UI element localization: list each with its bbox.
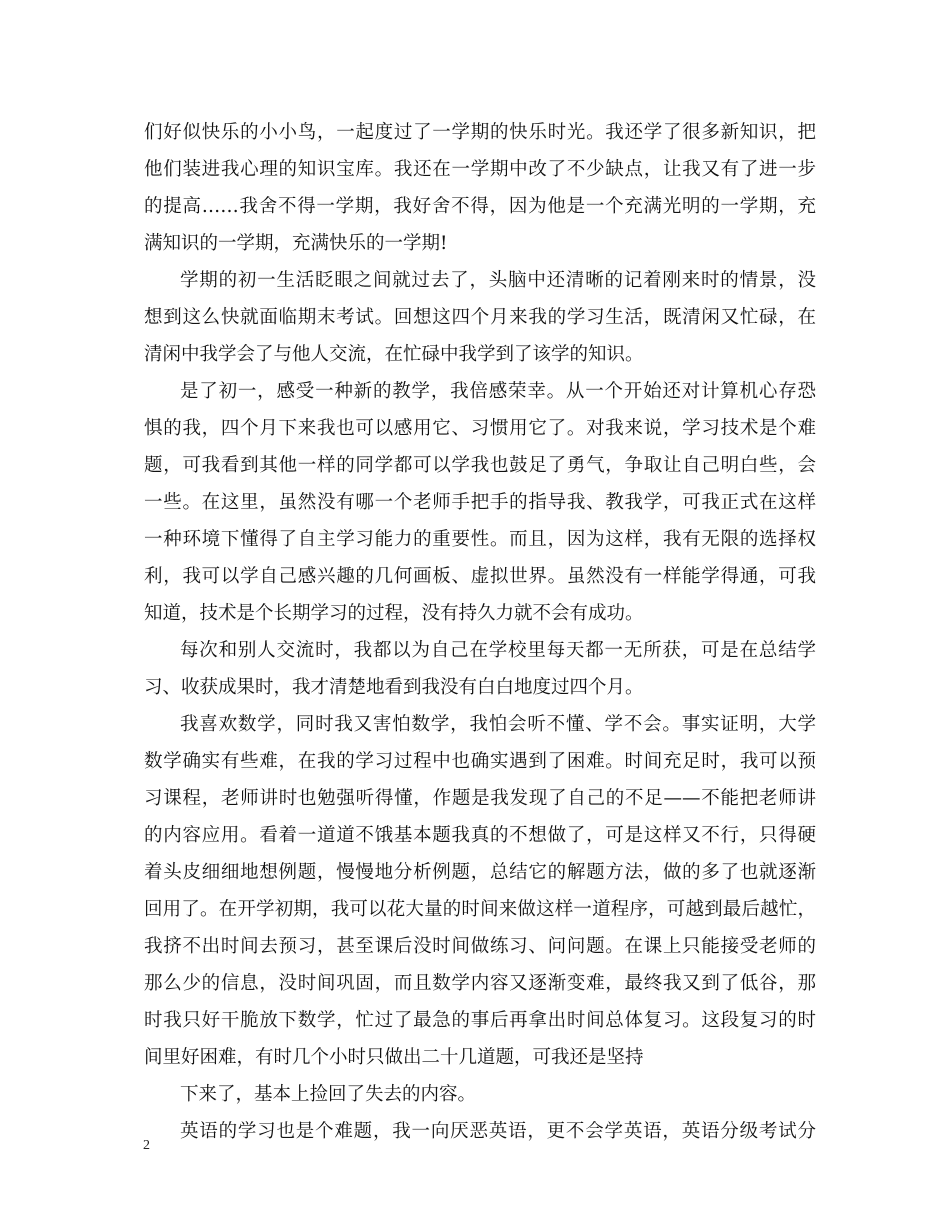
text-line: 一种环境下懂得了自主学习能力的重要性。而且，因为这样，我有无限的选择权 xyxy=(144,529,816,550)
text-line: 间里好困难，有时几个小时只做出二十几道题，可我还是坚持 xyxy=(144,1047,644,1068)
page-number: 2 xyxy=(143,1138,150,1153)
text-line: 一些。在这里，虽然没有哪一个老师手把手的指导我、教我学，可我正式在这样 xyxy=(144,492,816,513)
text-line: 着头皮细细地想例题，慢慢地分析例题，总结它的解题方法，做的多了也就逐渐 xyxy=(144,862,816,883)
text-line: 那么少的信息，没时间巩固，而且数学内容又逐渐变难，最终我又到了低谷，那 xyxy=(144,973,816,994)
body-text xyxy=(144,114,816,1150)
paragraph xyxy=(144,373,816,632)
text-line: 想到这么快就面临期末考试。回想这四个月来我的学习生活，既清闲又忙碌，在 xyxy=(144,307,816,328)
text-line: 回用了。在开学初期，我可以花大量的时间来做这样一道程序，可越到最后越忙， xyxy=(144,899,816,920)
text-line: 利，我可以学自己感兴趣的几何画板、虚拟世界。虽然没有一样能学得通，可我 xyxy=(144,566,816,587)
paragraph xyxy=(144,706,816,1076)
text-line: 题，可我看到其他一样的同学都可以学我也鼓足了勇气，争取让自己明白些，会 xyxy=(144,455,816,476)
paragraph xyxy=(144,632,816,706)
text-line: 英语的学习也是个难题，我一向厌恶英语，更不会学英语，英语分级考试分 xyxy=(180,1121,816,1142)
text-line: 下来了，基本上捡回了失去的内容。 xyxy=(180,1084,477,1105)
text-line: 习课程，老师讲时也勉强听得懂，作题是我发现了自己的不足——不能把老师讲 xyxy=(144,788,816,809)
text-line: 他们装进我心理的知识宝库。我还在一学期中改了不少缺点，让我又有了进一步 xyxy=(144,159,816,180)
text-line: 的内容应用。看着一道道不饿基本题我真的不想做了，可是这样又不行，只得硬 xyxy=(144,825,816,846)
text-line: 知道，技术是个长期学习的过程，没有持久力就不会有成功。 xyxy=(144,603,644,624)
paragraph xyxy=(144,114,816,262)
text-line: 学期的初一生活眨眼之间就过去了，头脑中还清晰的记着刚来时的情景，没 xyxy=(180,270,816,291)
text-line: 我挤不出时间去预习，甚至课后没时间做练习、问问题。在课上只能接受老师的 xyxy=(144,936,816,957)
text-line: 的提高……我舍不得一学期，我好舍不得，因为他是一个充满光明的一学期，充 xyxy=(144,196,816,217)
text-line: 时我只好干脆放下数学，忙过了最急的事后再拿出时间总体复习。这段复习的时 xyxy=(144,1010,816,1031)
text-line: 习、收获成果时，我才清楚地看到我没有白白地度过四个月。 xyxy=(144,677,644,698)
text-line: 惧的我，四个月下来我也可以感用它、习惯用它了。对我来说，学习技术是个难 xyxy=(144,418,816,439)
text-line: 每次和别人交流时，我都以为自己在学校里每天都一无所获，可是在总结学 xyxy=(180,640,816,661)
text-line: 们好似快乐的小小鸟，一起度过了一学期的快乐时光。我还学了很多新知识，把 xyxy=(144,122,816,143)
paragraph xyxy=(144,1076,816,1113)
text-line: 满知识的一学期，充满快乐的一学期! xyxy=(144,233,448,254)
text-line: 清闲中我学会了与他人交流，在忙碌中我学到了该学的知识。 xyxy=(144,344,644,365)
paragraph xyxy=(144,1113,816,1150)
paragraph xyxy=(144,262,816,373)
text-line: 是了初一，感受一种新的教学，我倍感荣幸。从一个开始还对计算机心存恐 xyxy=(180,381,816,402)
text-line: 数学确实有些难，在我的学习过程中也确实遇到了困难。时间充足时，我可以预 xyxy=(144,751,816,772)
text-line: 我喜欢数学，同时我又害怕数学，我怕会听不懂、学不会。事实证明，大学 xyxy=(180,714,816,735)
